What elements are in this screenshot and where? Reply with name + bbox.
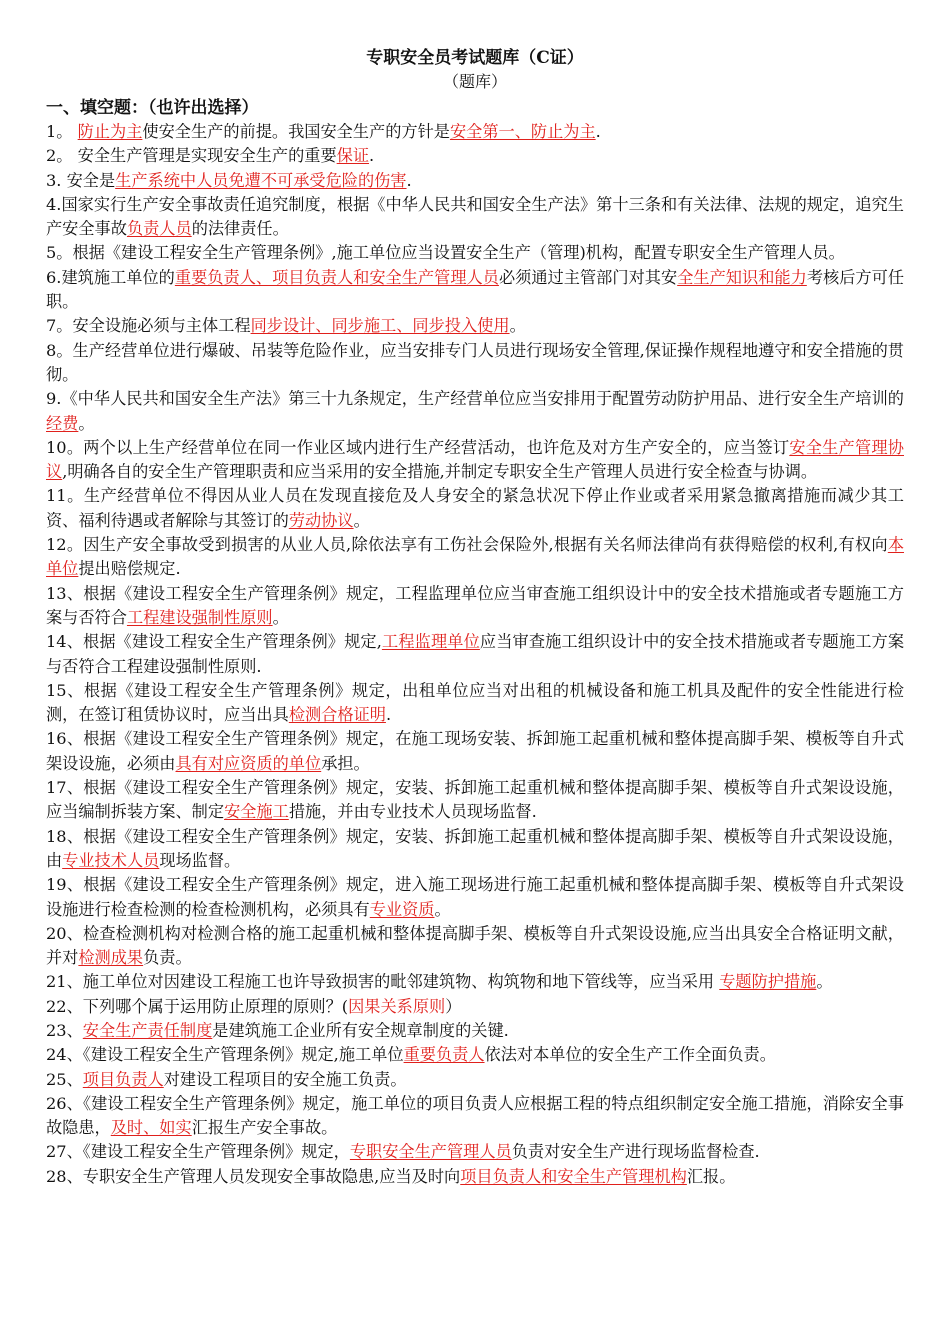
question-item bbox=[46, 436, 904, 485]
question-text: 。 bbox=[816, 972, 833, 992]
answer-text: 检测成果 bbox=[78, 948, 144, 968]
question-text: 。 bbox=[78, 413, 95, 433]
answer-text: 重要负责人、项目负责人和安全生产管理人员 bbox=[174, 267, 499, 287]
question-text: 7。安全设施必须与主体工程 bbox=[46, 316, 251, 336]
answer-text: 本单位 bbox=[46, 535, 904, 579]
question-text: 17、根据《建设工程安全生产管理条例》规定，安装、拆卸施工起重机械和整体提高脚手架、模板等自升式架设设施，应当编制拆装方案、制定 bbox=[46, 778, 904, 822]
question-text: 1。 bbox=[46, 122, 78, 141]
answer-text: 安全生产管理协议 bbox=[46, 437, 904, 482]
question-text: 应当审查施工组织设计中的安全技术措施或者专题施工方案与否符合工程建设强制性原则. bbox=[46, 632, 905, 676]
question-text: 21、施工单位对因建设工程施工也许导致损害的毗邻建筑物、构筑物和地下管线等，应当采用 bbox=[46, 972, 720, 992]
question-text: 负责。 bbox=[143, 948, 192, 968]
answer-text: 项目负责人 bbox=[82, 1069, 164, 1089]
question-text: ） bbox=[445, 996, 462, 1016]
question-text: 使安全生产的前提。我国安全生产的方针是 bbox=[142, 122, 450, 141]
question-text: 汇报。 bbox=[686, 1166, 736, 1186]
question-item bbox=[46, 144, 904, 168]
answer-text: 全生产知识和能力 bbox=[677, 267, 807, 287]
question-item bbox=[46, 484, 904, 533]
question-item bbox=[46, 970, 904, 994]
question-item bbox=[46, 387, 904, 436]
question-text: 5。根据《建设工程安全生产管理条例》,施工单位应当设置安全生产（管理)机构，配置专职安全生产管理人员。 bbox=[46, 243, 845, 263]
answer-text: 保证 bbox=[336, 146, 370, 166]
question-item bbox=[46, 241, 904, 265]
answer-text: 负责人员 bbox=[126, 219, 192, 239]
question-text: 14、根据《建设工程安全生产管理条例》规定, bbox=[46, 632, 382, 652]
question-text: 考核后方可任职。 bbox=[46, 267, 905, 312]
answer-text: 安全第一、防止为主 bbox=[449, 122, 596, 141]
question-text: 是建筑施工企业所有安全规章制度的关键. bbox=[212, 1020, 509, 1040]
question-text: 27、《建设工程安全生产管理条例》规定， bbox=[46, 1142, 350, 1162]
question-text: 。 bbox=[353, 510, 370, 530]
answer-text: 专业技术人员 bbox=[62, 850, 160, 870]
section-heading: 一、填空题：（也许出选择） bbox=[46, 98, 259, 118]
question-text: 的法律责任。 bbox=[191, 219, 289, 239]
page-subtitle: （题库） bbox=[442, 72, 507, 91]
answer-text: 具有对应资质的单位 bbox=[175, 753, 322, 773]
question-text: 必须通过主管部门对其安 bbox=[498, 267, 678, 287]
question-text: . bbox=[369, 146, 375, 166]
question-text: 汇报生产安全事故。 bbox=[191, 1118, 338, 1138]
question-text: 3. 安全是 bbox=[46, 170, 116, 190]
question-text: . bbox=[385, 705, 392, 725]
question-text: 提出赔偿规定. bbox=[78, 559, 181, 579]
question-text: 16、根据《建设工程安全生产管理条例》规定，在施工现场安装、拆卸施工起重机械和整体提高脚手架、模板等自升式架设设施，必须由 bbox=[46, 729, 904, 773]
question-text: 依法对本单位的安全生产工作全面负责。 bbox=[484, 1045, 776, 1065]
question-text: 现场监督。 bbox=[159, 850, 241, 870]
question-item bbox=[46, 1043, 904, 1067]
answer-text: 安全施工 bbox=[224, 802, 289, 822]
question-text: 2。 安全生产管理是实现安全生产的重要 bbox=[46, 146, 337, 166]
answer-text: 检测合格证明 bbox=[288, 705, 386, 725]
question-text: 。 bbox=[272, 607, 289, 627]
answer-text: 重要负责人 bbox=[403, 1045, 485, 1065]
question-text: 对建设工程项目的安全施工负责。 bbox=[163, 1069, 407, 1089]
question-item bbox=[46, 1092, 904, 1141]
question-text: 26、《建设工程安全生产管理条例》规定，施工单位的项目负责人应根据工程的特点组织制定安全施工措施，消除安全事故隐患， bbox=[46, 1093, 904, 1138]
question-item bbox=[46, 922, 904, 971]
question-text: 20、检查检测机构对检测合格的施工起重机械和整体提高脚手架、模板等自升式架设设施,应当出具安全合格证明文献，并对 bbox=[46, 923, 904, 968]
question-item bbox=[46, 120, 904, 144]
question-text: 23、 bbox=[46, 1020, 83, 1040]
question-item bbox=[46, 314, 904, 338]
question-text: 24、《建设工程安全生产管理条例》规定,施工单位 bbox=[46, 1045, 404, 1065]
question-text: 10。两个以上生产经营单位在同一作业区域内进行生产经营活动，也许危及对方生产安全的，应当签订 bbox=[46, 437, 790, 457]
answer-text: 经费 bbox=[46, 413, 79, 433]
question-text: 13、根据《建设工程安全生产管理条例》规定，工程监理单位应当审查施工组织设计中的安全技术措施或者专题施工方案与否符合 bbox=[46, 583, 904, 627]
question-item bbox=[46, 533, 904, 582]
question-text: 19、根据《建设工程安全生产管理条例》规定，进入施工现场进行施工起重机械和整体提高脚手架、模板等自升式架设设施进行检查检测的检查检测机构，必须具有 bbox=[46, 875, 904, 919]
question-text: 11。生产经营单位不得因从业人员在发现直接危及人身安全的紧急状况下停止作业或者采用紧急撤离措施而减少其工资、福利待遇或者解除与其签订的 bbox=[46, 486, 904, 530]
question-item bbox=[46, 776, 904, 825]
question-text: 22、下列哪个属于运用防止原理的原则？( bbox=[46, 996, 349, 1016]
question-item bbox=[46, 582, 904, 631]
answer-text: 同步设计、同步施工、同步投入使用 bbox=[250, 316, 510, 336]
question-item bbox=[46, 339, 904, 388]
question-text: 6.建筑施工单位的 bbox=[46, 267, 175, 287]
answer-text: 专职安全生产管理人员 bbox=[349, 1142, 512, 1162]
question-item bbox=[46, 995, 904, 1019]
question-item bbox=[46, 1019, 904, 1043]
question-text: 措施，并由专业技术人员现场监督. bbox=[288, 802, 537, 822]
question-item bbox=[46, 1140, 904, 1164]
question-text: . bbox=[595, 122, 601, 141]
question-text: 。 bbox=[434, 899, 451, 919]
question-text: . bbox=[406, 170, 412, 190]
answer-text: 工程建设强制性原则 bbox=[126, 607, 273, 627]
question-item bbox=[46, 169, 904, 193]
answer-text: 及时、如实 bbox=[110, 1118, 192, 1138]
answer-text: 项目负责人和安全生产管理机构 bbox=[460, 1166, 687, 1186]
question-item bbox=[46, 873, 904, 922]
question-text: 。 bbox=[509, 316, 526, 336]
question-text: 15、根据《建设工程安全生产管理条例》规定，出租单位应当对出租的机械设备和施工机具及配件的安全性能进行检测，在签订租赁协议时，应当出具 bbox=[46, 680, 904, 725]
question-text: 承担。 bbox=[321, 753, 370, 773]
question-item bbox=[46, 630, 904, 679]
question-item bbox=[46, 266, 904, 315]
question-item bbox=[46, 193, 904, 242]
question-item bbox=[46, 727, 904, 776]
page-title: 专职安全员考试题库（C证） bbox=[366, 48, 584, 68]
question-item bbox=[46, 1165, 904, 1189]
question-text: 4.国家实行生产安全事故责任追究制度，根据《中华人民共和国安全生产法》第十三条和有关法律、法规的规定，追究生产安全事故 bbox=[46, 194, 904, 239]
question-text: 25、 bbox=[46, 1069, 83, 1089]
question-text: 负责对安全生产进行现场监督检查. bbox=[511, 1142, 760, 1162]
answer-text: 安全生产责任制度 bbox=[82, 1020, 213, 1040]
question-text: 28、专职安全生产管理人员发现安全事故隐患,应当及时向 bbox=[46, 1166, 461, 1186]
question-text: 18、根据《建设工程安全生产管理条例》规定，安装、拆卸施工起重机械和整体提高脚手架、模板等自升式架设设施，由 bbox=[46, 826, 904, 870]
answer-text: 防止为主 bbox=[77, 122, 143, 141]
question-text: 9.《中华人民共和国安全生产法》第三十九条规定，生产经营单位应当安排用于配置劳动防护用品、进行安全生产培训的 bbox=[46, 389, 904, 409]
question-text: ,明确各自的安全生产管理职责和应当采用的安全措施,并制定专职安全生产管理人员进行安全检查与协调。 bbox=[62, 462, 818, 482]
question-item bbox=[46, 825, 904, 874]
answer-text: 专业资质 bbox=[369, 899, 435, 919]
question-item bbox=[46, 1068, 904, 1092]
question-text: 8。生产经营单位进行爆破、吊装等危险作业，应当安排专门人员进行现场安全管理,保证操作规程地遵守和安全措施的贯彻。 bbox=[46, 340, 904, 384]
answer-text: 因果关系原则 bbox=[348, 996, 446, 1016]
answer-text: 生产系统中人员免遭不可承受危险的伤害 bbox=[115, 170, 407, 190]
question-text: 12。因生产安全事故受到损害的从业人员,除依法享有工伤社会保险外,根据有关名师法律尚有获得赔偿的权利,有权向 bbox=[46, 535, 888, 555]
answer-text: 工程监理单位 bbox=[381, 632, 480, 652]
answer-text: 劳动协议 bbox=[288, 510, 354, 530]
question-list bbox=[46, 120, 904, 1189]
question-item bbox=[46, 679, 904, 728]
answer-text: 专题防护措施 bbox=[719, 972, 817, 992]
